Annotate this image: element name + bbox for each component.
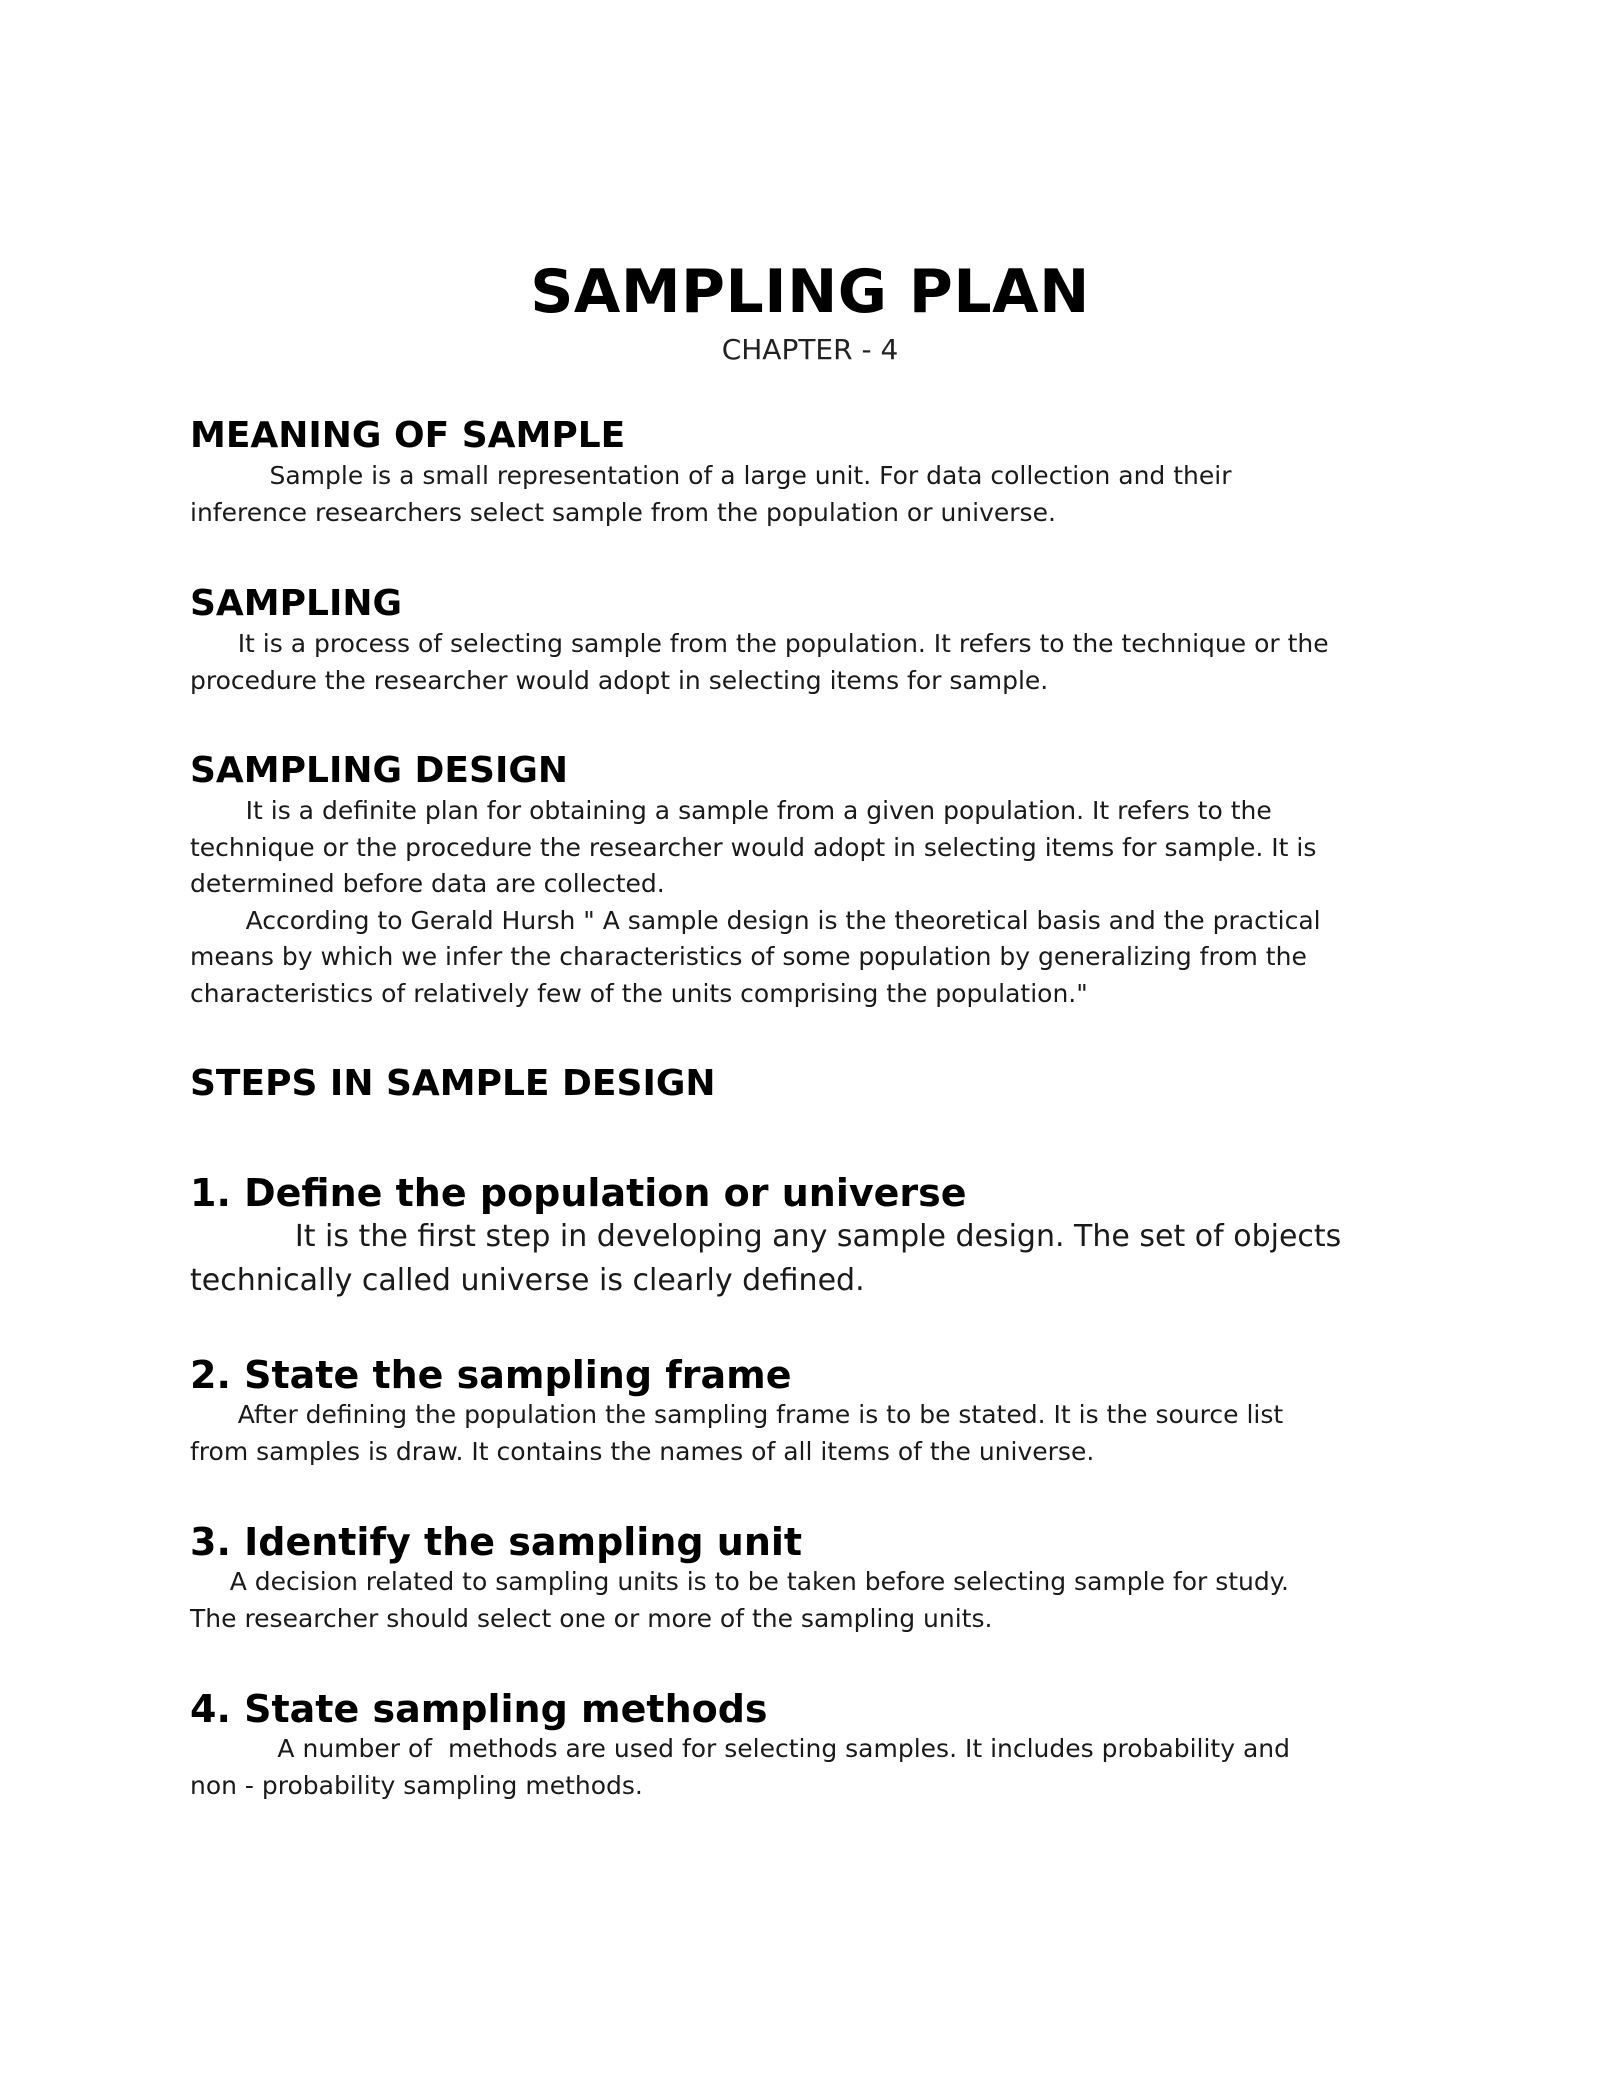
step-heading: 2. State the sampling frame: [190, 1353, 792, 1397]
chapter-subtitle: CHAPTER - 4: [721, 333, 899, 366]
step-4: [190, 1687, 1440, 1804]
section-sampling: [190, 582, 1440, 699]
section-meaning-of-sample: [190, 414, 1440, 531]
step-body: After defining the population the sampling frame is to be stated. It is the source list from samples is draw. It contains the names of all items of the universe.: [190, 1400, 1284, 1466]
step-heading: 4. State sampling methods: [190, 1687, 768, 1731]
section-heading: STEPS IN SAMPLE DESIGN: [190, 1063, 716, 1104]
step-1: [190, 1171, 1440, 1303]
section-steps-in-sample-design: [190, 1062, 1440, 1106]
step-3: [190, 1520, 1440, 1637]
section-sampling-design: [190, 749, 1440, 1012]
section-body: Sample is a small representation of a large unit. For data collection and their inference researchers select sample from the population or universe.: [190, 461, 1232, 527]
section-heading: SAMPLING DESIGN: [190, 750, 569, 791]
section-heading: MEANING OF SAMPLE: [190, 415, 626, 456]
step-body: A number of methods are used for selecting samples. It includes probability and non - probability sampling methods.: [190, 1734, 1290, 1800]
document-title: SAMPLING PLAN: [530, 257, 1090, 327]
section-body: It is a definite plan for obtaining a sample from a given population. It refers to the technique or the procedure the researcher would adopt in selecting items for sample. It is determined before data are collected. According to Gerald Hursh " A sample design is the theoretical basis and the practical means by which we infer the characteristics of some population by generalizing from the characteristics of relatively few of the units comprising the population.": [190, 796, 1321, 1008]
step-body: A decision related to sampling units is to be taken before selecting sample for study. The researcher should select one or more of the sampling units.: [190, 1567, 1289, 1633]
step-body: It is the first step in developing any sample design. The set of objects technically called universe is clearly defined.: [190, 1219, 1342, 1298]
step-heading: 1. Define the population or universe: [190, 1171, 967, 1215]
section-body: It is a process of selecting sample from the population. It refers to the technique or the procedure the researcher would adopt in selecting items for sample.: [190, 629, 1329, 695]
step-heading: 3. Identify the sampling unit: [190, 1520, 803, 1564]
section-heading: SAMPLING: [190, 583, 403, 624]
step-2: [190, 1353, 1440, 1470]
